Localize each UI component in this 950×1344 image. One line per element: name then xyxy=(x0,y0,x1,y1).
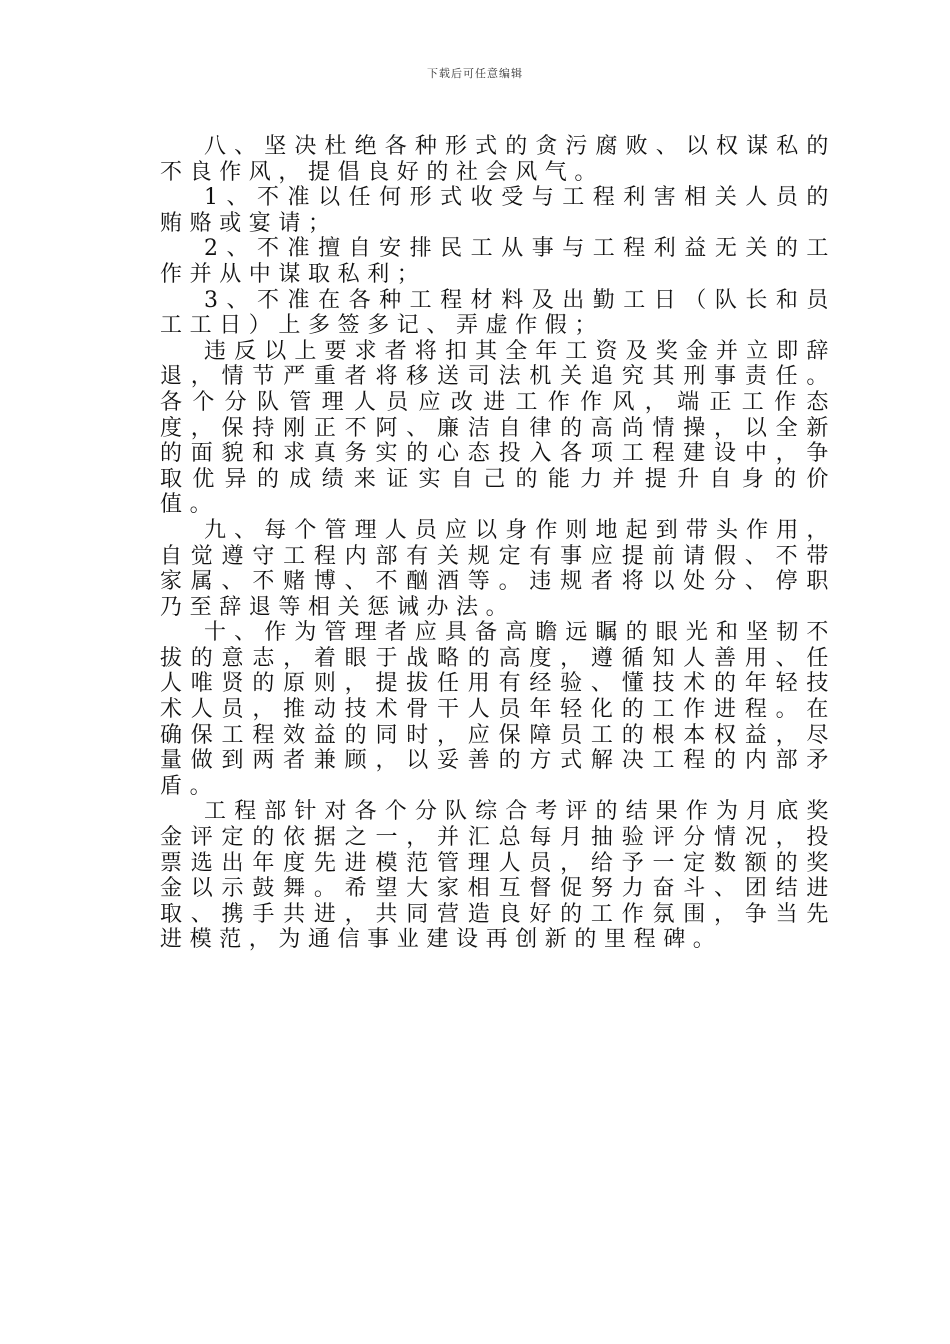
paragraph-article-8: 八、坚决杜绝各种形式的贪污腐败、以权谋私的不良作风，提倡良好的社会风气。 xyxy=(160,134,836,185)
document-body xyxy=(160,134,836,953)
paragraph-rule-3: 3、不准在各种工程材料及出勤工日（队长和员工工日）上多签多记、弄虚作假； xyxy=(160,287,836,339)
paragraph-article-9: 九、每个管理人员应以身作则地起到带头作用，自觉遵守工程内部有关规定有事应提前请假、不带家属、不赌博、不酗酒等。违规者将以处分、停职乃至辞退等相关惩诫办法。 xyxy=(160,517,836,620)
paragraph-rule-2: 2、不准擅自安排民工从事与工程利益无关的工作并从中谋取私利； xyxy=(160,236,836,287)
paragraph-article-10: 十、作为管理者应具备高瞻远瞩的眼光和坚韧不拔的意志，着眼于战略的高度，遵循知人善用、任人唯贤的原则，提拔任用有经验、懂技术的年轻技术人员，推动技术骨干人员年轻化的工作进程。在确保工程效益的同时，应保障员工的根本权益，尽量做到两者兼顾，以妥善的方式解决工程的内部矛盾。 xyxy=(160,620,836,799)
paragraph-closing: 工程部针对各个分队综合考评的结果作为月底奖金评定的依据之一，并汇总每月抽验评分情况，投票选出年度先进模范管理人员，给予一定数额的奖金以示鼓舞。希望大家相互督促努力奋斗、团结进取、携手共进，共同营造良好的工作氛围，争当先进模范，为通信事业建设再创新的里程碑。 xyxy=(160,799,836,953)
paragraph-rule-1: 1、不准以任何形式收受与工程利害相关人员的贿赂或宴请； xyxy=(160,185,836,236)
page-header-note: 下载后可任意编辑 xyxy=(427,67,523,80)
paragraph-violation-penalty: 违反以上要求者将扣其全年工资及奖金并立即辞退，情节严重者将移送司法机关追究其刑事责任。各个分队管理人员应改进工作作风，端正工作态度，保持刚正不阿、廉洁自律的高尚情操，以全新的面貌和求真务实的心态投入各项工程建设中，争取优异的成绩来证实自己的能力并提升自身的价值。 xyxy=(160,338,836,518)
